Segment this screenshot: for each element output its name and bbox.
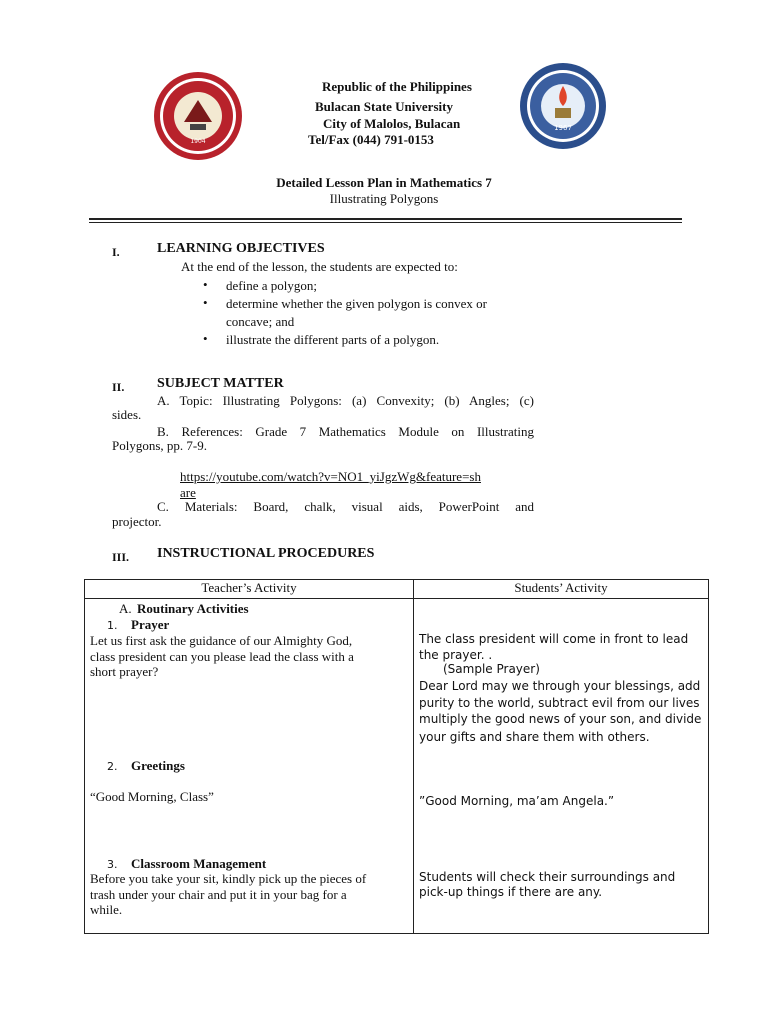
header-telfax: Tel/Fax (044) 791-0153 [308,132,434,147]
reference-link[interactable]: https://youtube.com/watch?v=NO1_yiJgzWg&feature=sh [180,469,481,484]
students-management-line: Students will check their surroundings and [419,870,676,884]
greetings-title: Greetings [131,758,185,773]
prayer-text-line: class president can you please lead the class with a [90,649,354,664]
svg-text:1904: 1904 [190,138,206,145]
prayer-title: Prayer [131,617,170,632]
college-seal-icon [519,62,607,150]
references-line: B. References: Grade 7 Mathematics Module on Illustrating [157,424,534,439]
management-text-line: trash under your chair and put it in your bag for a [90,887,347,902]
objective-item: illustrate the different parts of a polygon. [226,332,440,347]
students-activity-header: Students’ Activity [414,580,709,599]
prayer-number: 1. [107,619,118,632]
prayer-text-line: Let us first ask the guidance of our Almighty God, [90,633,353,648]
section-2-title: SUBJECT MATTER [157,376,284,391]
header-university: Bulacan State University [315,99,453,114]
students-activity-cell [414,599,709,934]
greetings-number: 2. [107,760,118,773]
prayer-text-line: your gifts and share them with others. [419,730,650,744]
objective-item-continued: concave; and [226,314,295,329]
section-1-number: I. [112,245,120,259]
routinary-label: A. [119,601,132,616]
management-title: Classroom Management [131,856,267,871]
students-prayer-line: The class president will come in front to lead [419,632,689,646]
management-text-line: Before you take your sit, kindly pick up the pieces of [90,871,367,886]
section-2-number: II. [112,380,125,394]
college-of-education-logo [519,62,607,150]
header-divider-thick [89,218,682,220]
materials-line-continued: projector. [112,514,162,529]
prayer-text-line: Dear Lord may we through your blessings, add [419,679,701,693]
procedures-table [84,579,709,934]
students-greetings-text: ”Good Morning, ma’am Angela.” [419,794,615,808]
management-text-line: while. [90,902,123,917]
routinary-title: Routinary Activities [137,601,249,616]
bullet-icon: • [203,331,208,346]
teacher-activity-cell [85,599,414,934]
header-divider-thin [89,222,682,223]
management-number: 3. [107,858,118,871]
reference-link-continued[interactable]: are [180,485,196,500]
svg-text:1967: 1967 [554,124,572,132]
header-city: City of Malolos, Bulacan [323,116,461,131]
prayer-text-line: multiply the good news of your son, and divide [419,712,702,726]
prayer-text-line: short prayer? [90,664,159,679]
prayer-text-line: purity to the world, subtract evil from our lives [419,696,700,710]
section-1-title: LEARNING OBJECTIVES [157,241,325,256]
materials-line: C. Materials: Board, chalk, visual aids, PowerPoint and [157,499,534,514]
document-subtitle: Illustrating Polygons [329,191,439,206]
header-republic: Republic of the Philippines [322,79,472,94]
objectives-intro: At the end of the lesson, the students are expected to: [181,259,458,274]
sample-prayer-label: (Sample Prayer) [443,662,540,676]
topic-line: A. Topic: Illustrating Polygons: (a) Convexity; (b) Angles; (c) [157,393,534,408]
topic-line-continued: sides. [112,407,142,422]
teacher-activity-header: Teacher’s Activity [85,580,414,599]
bulacan-state-university-logo [152,70,244,162]
students-management-line: pick-up things if there are any. [419,885,603,899]
section-3-title: INSTRUCTIONAL PROCEDURES [157,546,375,561]
greetings-text: “Good Morning, Class” [90,789,214,804]
students-prayer-line: the prayer. . [419,648,493,662]
section-3-number: III. [112,550,130,564]
bullet-icon: • [203,295,208,310]
objective-item: define a polygon; [226,278,317,293]
university-seal-icon [152,70,244,162]
document-title: Detailed Lesson Plan in Mathematics 7 [276,175,492,190]
references-line-continued: Polygons, pp. 7-9. [112,438,207,453]
objective-item: determine whether the given polygon is convex or [226,296,488,311]
bullet-icon: • [203,277,208,292]
